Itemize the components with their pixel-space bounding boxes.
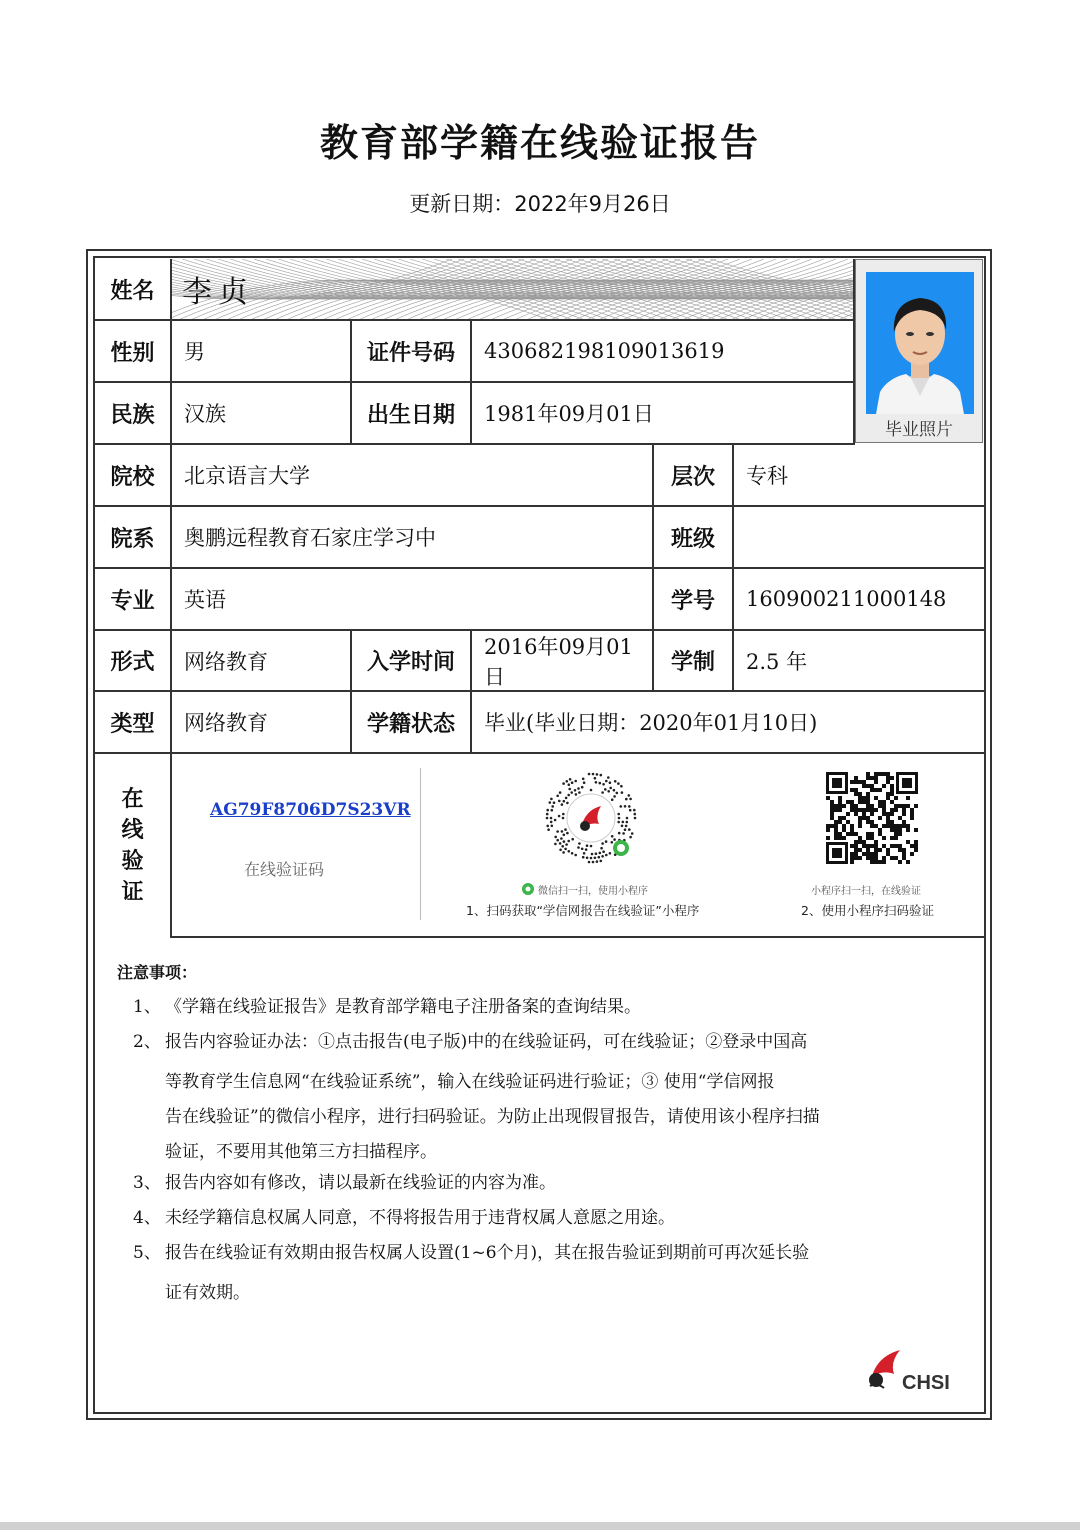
label-level: 层次 [654, 445, 734, 507]
note-number: 5、 [133, 1243, 161, 1263]
qr-hint: 小程序扫一扫，在线验证 [811, 886, 921, 897]
chsi-logo-text: CHSI [902, 1372, 950, 1394]
mini-program-code-icon[interactable] [545, 772, 637, 864]
student-ethnicity: 汉族 [172, 383, 352, 445]
student-class [734, 507, 984, 569]
student-enroll-date: 2016年09月01日 [472, 631, 654, 692]
verify-char: 线 [121, 818, 144, 843]
student-id-number: 430682198109013619 [472, 321, 855, 383]
label-school: 院校 [95, 445, 172, 507]
student-type: 网络教育 [172, 692, 352, 754]
portrait-icon [866, 272, 974, 414]
note-text: 验证，不要用其他第三方扫描程序。 [165, 1142, 437, 1162]
label-major: 专业 [95, 569, 172, 631]
notes-title: 注意事项： [117, 963, 198, 982]
graduation-photo [866, 272, 974, 414]
student-number: 160900211000148 [734, 569, 984, 631]
note-item [133, 1166, 556, 1201]
student-duration: 2.5 年 [734, 631, 984, 692]
note-number: 3、 [133, 1173, 161, 1193]
label-form: 形式 [95, 631, 172, 692]
label-online-verify [95, 754, 172, 938]
note-item [133, 1236, 809, 1271]
student-name: 李贞 [172, 259, 855, 321]
bottom-bar [0, 1522, 1080, 1530]
chsi-bird-icon [866, 1346, 906, 1394]
student-birth-date: 1981年09月01日 [472, 383, 855, 445]
note-text: 《学籍在线验证报告》是教育部学籍电子注册备案的查询结果。 [165, 997, 641, 1017]
verify-divider [420, 768, 421, 920]
note-text: 未经学籍信息权属人同意，不得将报告用于违背权属人意愿之用途。 [165, 1208, 675, 1228]
label-department: 院系 [95, 507, 172, 569]
student-form: 网络教育 [172, 631, 352, 692]
label-enroll-date: 入学时间 [352, 631, 472, 692]
report-title: 教育部学籍在线验证报告 [319, 121, 760, 165]
label-student-id: 学号 [654, 569, 734, 631]
photo-caption: 毕业照片 [885, 420, 953, 440]
student-level: 专科 [734, 445, 984, 507]
label-gender: 性别 [95, 321, 172, 383]
chsi-logo [866, 1346, 956, 1396]
verify-code-link[interactable]: AG79F8706D7S23VR [210, 800, 411, 820]
note-number: 4、 [133, 1208, 161, 1228]
label-class: 班级 [654, 507, 734, 569]
graduation-photo-frame [855, 259, 983, 443]
student-gender: 男 [172, 321, 352, 383]
mini-caption: 1、扫码获取“学信网报告在线验证”小程序 [466, 903, 700, 918]
label-ethnicity: 民族 [95, 383, 172, 445]
note-text: 等教育学生信息网“在线验证系统”，输入在线验证码进行验证；③ 使用“学信网报 [165, 1072, 775, 1092]
note-text: 报告内容验证办法：①点击报告(电子版)中的在线验证码，可在线验证；②登录中国高 [165, 1032, 808, 1052]
mini-hint: 微信扫一扫，使用小程序 [538, 886, 648, 897]
label-name: 姓名 [95, 259, 172, 321]
verify-char: 验 [121, 849, 144, 874]
note-text: 告在线验证”的微信小程序，进行扫码验证。为防止出现假冒报告，请使用该小程序扫描 [165, 1107, 820, 1127]
note-text: 报告在线验证有效期由报告权属人设置(1~6个月)，其在报告验证到期前可再次延长验 [165, 1243, 810, 1263]
student-status: 毕业(毕业日期：2020年01月10日) [472, 692, 984, 754]
label-type: 类型 [95, 692, 172, 754]
verify-char: 在 [121, 787, 144, 812]
verify-char: 证 [121, 880, 144, 905]
student-department: 奥鹏远程教育石家庄学习中 [172, 507, 654, 569]
label-status: 学籍状态 [352, 692, 472, 754]
note-number: 1、 [133, 997, 161, 1017]
qr-code-icon[interactable] [826, 772, 918, 864]
update-date: 更新日期：2022年9月26日 [409, 192, 671, 216]
note-number: 2、 [133, 1032, 161, 1052]
label-birth-date: 出生日期 [352, 383, 472, 445]
verify-code-caption: 在线验证码 [244, 860, 325, 879]
note-item [133, 990, 641, 1025]
label-id-number: 证件号码 [352, 321, 472, 383]
note-text: 证有效期。 [165, 1283, 250, 1303]
note-item [133, 1025, 807, 1060]
note-item [133, 1201, 675, 1236]
student-school: 北京语言大学 [172, 445, 654, 507]
label-duration: 学制 [654, 631, 734, 692]
student-major: 英语 [172, 569, 654, 631]
qr-caption: 2、使用小程序扫码验证 [801, 903, 934, 918]
note-text: 报告内容如有修改，请以最新在线验证的内容为准。 [165, 1173, 556, 1193]
wechat-icon [522, 883, 534, 895]
